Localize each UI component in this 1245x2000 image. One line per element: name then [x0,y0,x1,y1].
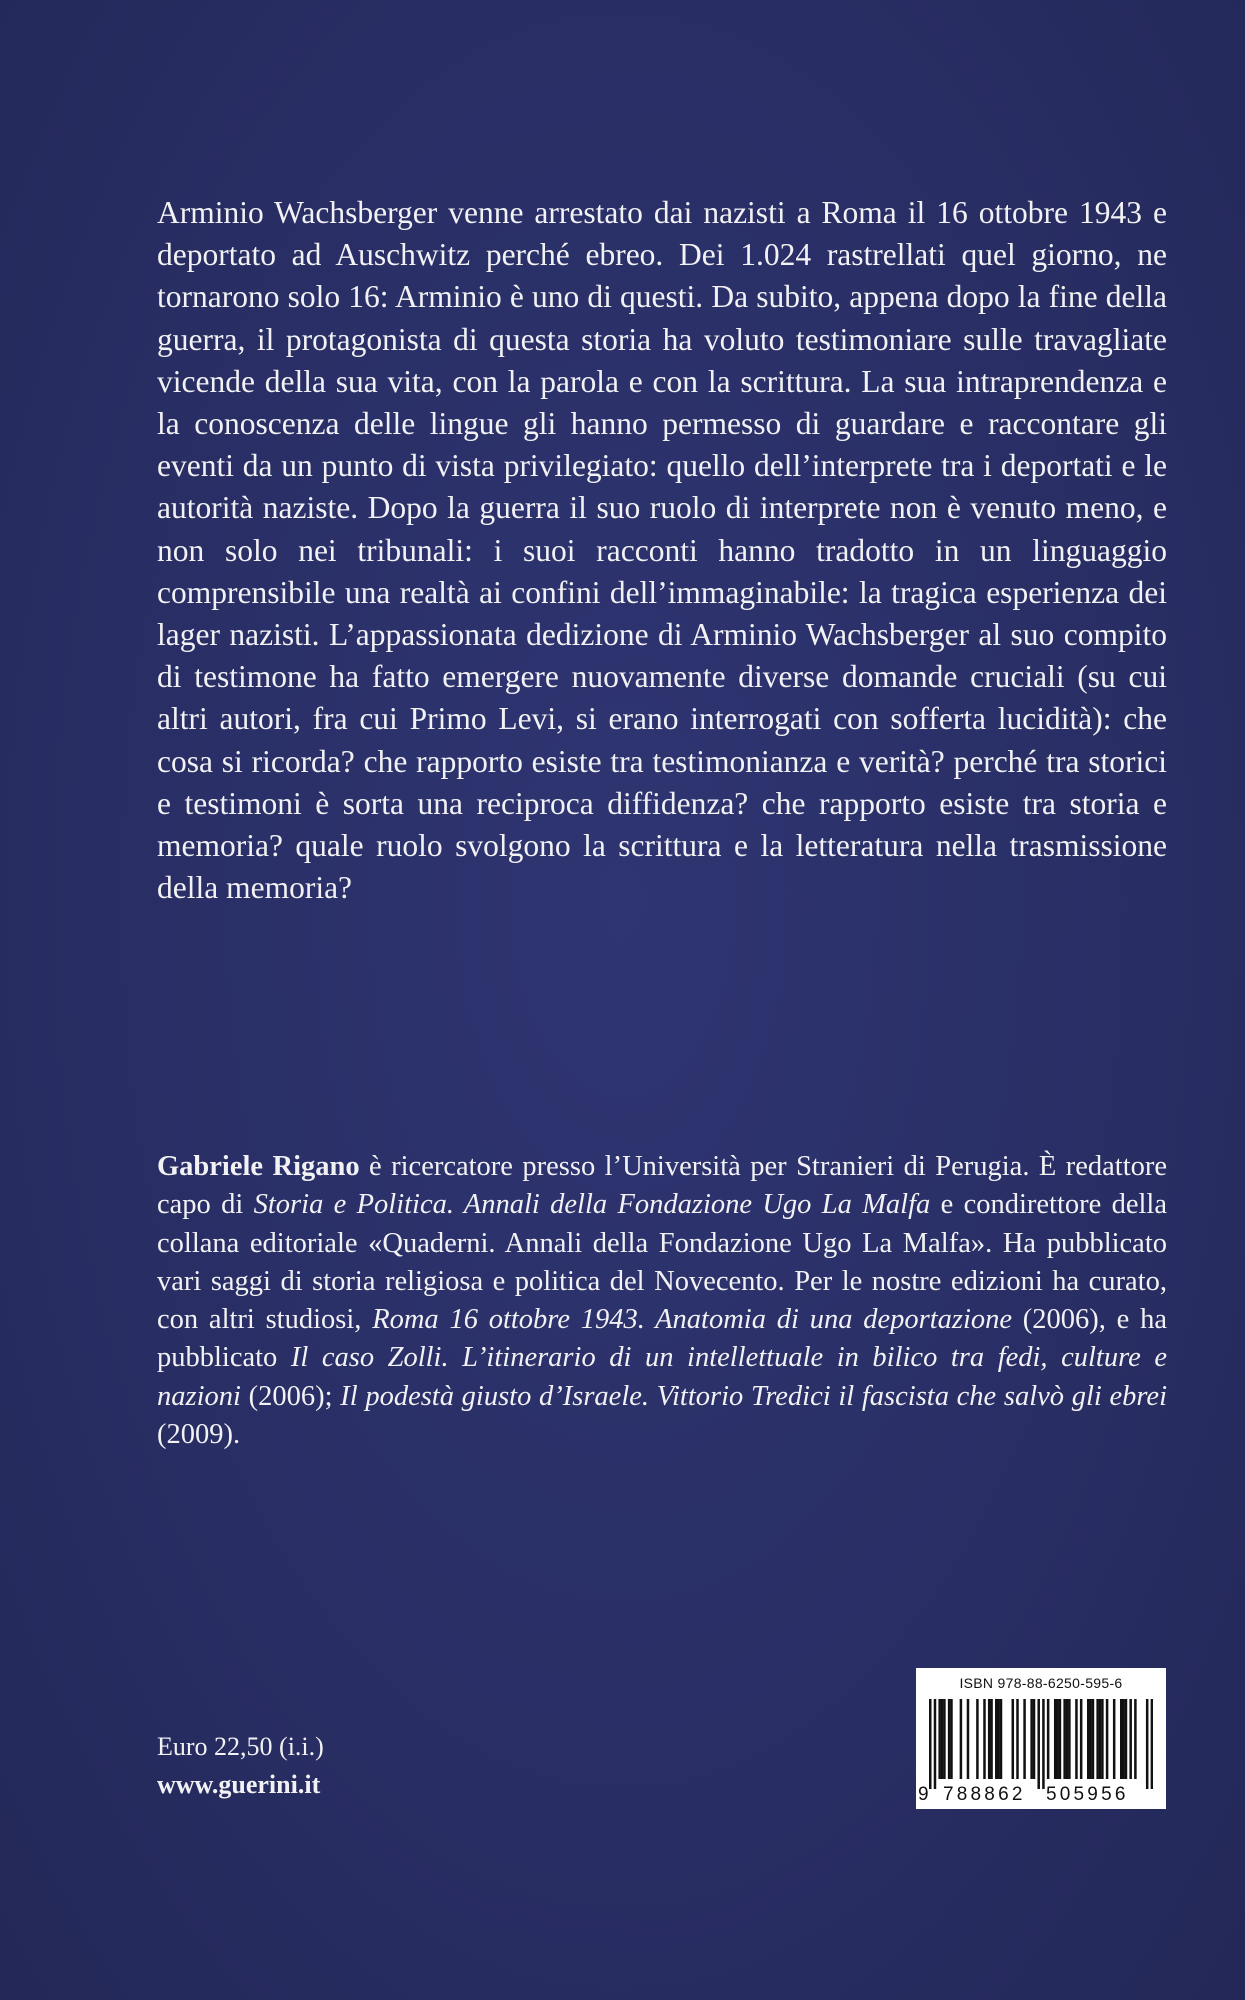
barcode-bar [950,1699,953,1779]
price-label: Euro 22,50 (i.i.) [157,1732,324,1761]
barcode-bar [1146,1699,1149,1789]
ean-right-group: 505956 [1046,1784,1129,1805]
barcode-bar [1030,1699,1033,1779]
barcode-bar [1075,1699,1078,1779]
barcode-bar [976,1699,979,1779]
barcode-bar [1129,1699,1132,1779]
bio-title-journal: Storia e Politica. Annali della Fondazione Ugo La Malfa [253,1189,931,1221]
bio-text-5: (2009). [157,1419,241,1451]
barcode-bar [1066,1699,1069,1779]
barcode-bar [1068,1699,1071,1779]
barcode-bar [990,1699,993,1779]
barcode-bar [1122,1699,1125,1779]
barcode-bar [988,1699,991,1779]
author-name: Gabriele Rigano [157,1151,360,1182]
barcode-bar [1016,1699,1019,1779]
barcode-bar [960,1699,963,1779]
barcode-bar [1087,1699,1090,1779]
barcode-bar [995,1699,998,1779]
barcode-bar [948,1699,951,1779]
barcode-bar [1047,1699,1050,1779]
bio-text-1: è ricercatore presso l’Università per Stranieri di Perugia. È redattore capo di [157,1151,1168,1221]
barcode-bar [938,1699,941,1779]
barcode-bar [1120,1699,1123,1779]
book-synopsis: Arminio Wachsberger venne arrestato dai nazisti a Roma il 16 ottobre 1943 e deportato ad Auschwitz perché ebreo. Dei 1.024 rastrellati quel giorno, ne tornarono solo 16: Arminio è uno di questi. Da subito, appena dopo la fine della guerra, il protagonista di questa storia ha voluto testimoniare sulle travagliate vicende della sua vita, con la parola e con la scrittura. La sua intraprendenza e la conoscenza delle lingue gli hanno permesso di guardare e raccontare gli eventi da un punto di vista privilegiato: quello dell’interprete tra i deportati e le autorità naziste. Dopo la guerra il suo ruolo di interprete non è venuto meno, e non solo nei tribunali: i suoi racconti hanno tradotto in un linguaggio comprensibile una realtà ai confini dell’immaginabile: la tragica esperienza dei lager nazisti. L’appassionata dedizione di Arminio Wachsberger al suo compito di testimone ha fatto emergere nuovamente diverse domande cruciali (su cui altri autori, fra cui Primo Levi, si erano interrogati con sofferta lucidità): che cosa si ricorda? che rapporto esiste tra testimonianza e verità? perché tra storici e testimoni è sorta una reciproca diffidenza? che rapporto esiste tra storia e memoria? quale ruolo svolgono la scrittura e la letteratura nella trasmissione della memoria? [157,195,1167,906]
ean-left-group: 788862 [943,1784,1026,1805]
barcode-bar [1113,1699,1116,1779]
barcode-bar [1056,1699,1059,1779]
barcode-bar [1080,1699,1083,1779]
bio-text-4: (2006); [240,1380,341,1412]
author-bio [157,1148,1167,1454]
barcode-bar [929,1699,932,1789]
barcode-bar [1096,1699,1099,1779]
barcode-bar [943,1699,946,1779]
publisher-website-link[interactable]: www.guerini.it [157,1770,321,1799]
barcode-bar [1012,1699,1015,1779]
barcode-bar [1063,1699,1066,1779]
isbn-barcode [916,1668,1166,1809]
barcode-bar [997,1699,1000,1779]
barcode-bar [1134,1699,1137,1779]
barcode-bar [1037,1699,1040,1789]
barcode-bars [929,1699,1153,1789]
bio-title-book-2: Il caso Zolli. L’itinerario di un intellettuale in bilico tra fedi, culture e nazioni [157,1342,1167,1412]
barcode-bar [1089,1699,1092,1779]
barcode-bar [1125,1699,1128,1779]
price-and-website [157,1728,324,1804]
barcode-bar [1054,1699,1057,1779]
barcode-bar [1092,1699,1095,1779]
bio-title-book-3: Il podestà giusto d’Israele. Vittorio Tredici il fascista che salvò gli ebrei [340,1380,1167,1412]
barcode-bar [1000,1699,1003,1779]
barcode-bar [1059,1699,1062,1779]
barcode-bar [1033,1699,1036,1779]
barcode-bar [1099,1699,1102,1779]
barcode-bar [941,1699,944,1779]
barcode-bar [1106,1699,1109,1779]
isbn-label: ISBN 978-88-6250-595-6 [959,1675,1123,1691]
barcode-bar [967,1699,970,1779]
barcode-bar [1023,1699,1026,1779]
ean-first-digit: 9 [918,1784,929,1805]
barcode-bar [1042,1699,1045,1789]
barcode-bar [934,1699,937,1789]
bio-text-2: e condirettore della collana editoriale «Quaderni. Annali della Fondazione Ugo La Malfa». Ha pubblicato vari saggi di storia religiosa e politica del Novecento. Per le nostre edizioni ha curato, con altri studiosi, [157,1189,1167,1336]
barcode-bar [1101,1699,1104,1779]
barcode-bar [983,1699,986,1779]
bio-text-3: (2006), e ha pubblicato [157,1304,1168,1374]
bio-title-book-1: Roma 16 ottobre 1943. Anatomia di una deportazione [372,1304,1013,1336]
barcode-bar [1151,1699,1153,1789]
